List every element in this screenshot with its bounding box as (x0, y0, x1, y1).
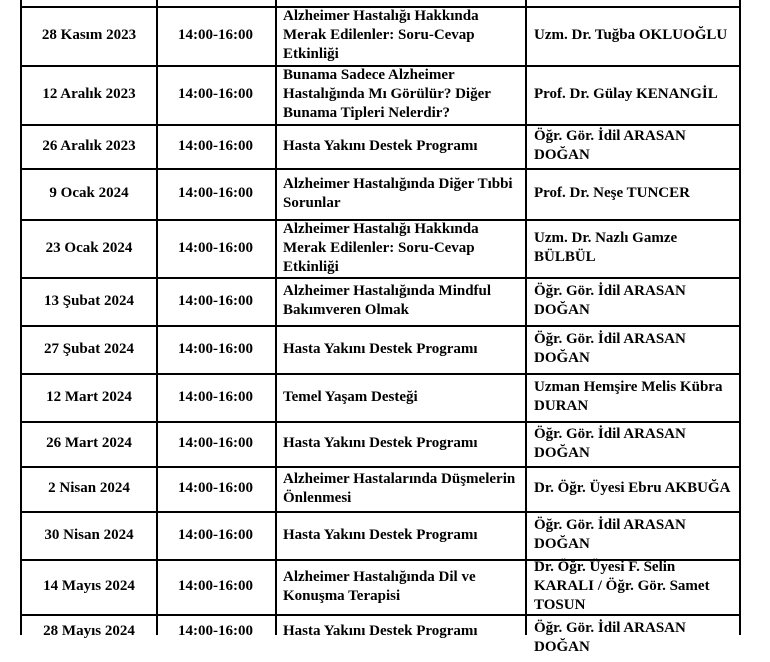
date-cell: 23 Ocak 2024 (45, 239, 133, 256)
date-cell: 13 Şubat 2024 (43, 292, 135, 309)
topic-cell: Hasta Yakını Destek Programı (283, 137, 478, 154)
time-cell: 14:00-16:00 (178, 578, 253, 594)
time-cell: 14:00-16:00 (178, 623, 253, 639)
speaker-cell: Prof. Dr. Neşe TUNCER (534, 185, 690, 201)
topic-cell: Alzheimer Hastalığında Dil ve Konuşma Terapisi (283, 568, 476, 604)
date-cell: 2 Nisan 2024 (48, 480, 130, 496)
time-cell: 14:00-16:00 (178, 27, 253, 43)
time-cell: 14:00-16:00 (178, 86, 253, 102)
date-cell: 26 Aralık 2023 (42, 137, 136, 154)
time-cell: 14:00-16:00 (178, 239, 253, 256)
date-cell: 27 Şubat 2024 (43, 340, 135, 357)
time-cell: 14:00-16:00 (178, 388, 253, 405)
date-cell: 12 Mart 2024 (46, 388, 132, 405)
speaker-cell: Öğr. Gör. İdil ARASAN DOĞAN (534, 425, 686, 461)
topic-cell: Hasta Yakını Destek Programı (283, 526, 478, 543)
speaker-cell: Prof. Dr. Gülay KENANGİL (534, 86, 718, 102)
speaker-cell: Öğr. Gör. İdil ARASAN DOĞAN (534, 331, 686, 366)
topic-cell: Alzheimer Hastalarında Düşmelerin Önlenmesi (283, 470, 516, 506)
speaker-cell: Öğr. Gör. İdil ARASAN DOĞAN (534, 620, 686, 655)
date-cell: 14 Mayıs 2024 (43, 578, 135, 594)
time-cell: 14:00-16:00 (178, 185, 253, 201)
topic-cell: Alzheimer Hastalığı Hakkında Merak Edilenler: Soru-Cevap Etkinliği (283, 220, 479, 275)
topic-cell: Alzheimer Hastalığında Diğer Tıbbi Sorunlar (283, 175, 513, 211)
column-divider (275, 0, 277, 635)
speaker-cell: Öğr. Gör. İdil ARASAN DOĞAN (534, 128, 686, 163)
speaker-cell: Uzm. Dr. Nazlı Gamze BÜLBÜL (534, 230, 678, 265)
date-cell: 9 Ocak 2024 (49, 185, 129, 201)
topic-cell: Bunama Sadece Alzheimer Hastalığında Mı Görülür? Diğer Bunama Tipleri Nelerdir? (283, 67, 491, 121)
speaker-cell: Dr. Öğr. Üyesi F. Selin KARALI / Öğr. Gör. Samet TOSUN (534, 559, 710, 613)
speaker-cell: Öğr. Gör. İdil ARASAN DOĞAN (534, 283, 686, 318)
speaker-cell: Öğr. Gör. İdil ARASAN DOĞAN (534, 517, 686, 552)
date-cell: 26 Mart 2024 (46, 435, 132, 451)
topic-cell: Temel Yaşam Desteği (283, 388, 418, 405)
date-cell: 28 Kasım 2023 (41, 27, 137, 43)
topic-cell: Hasta Yakını Destek Programı (283, 435, 478, 451)
speaker-cell: Dr. Öğr. Üyesi Ebru AKBUĞA (534, 480, 731, 496)
time-cell: 14:00-16:00 (178, 340, 253, 357)
date-cell: 12 Aralık 2023 (42, 86, 136, 102)
topic-cell: Alzheimer Hastalığı Hakkında Merak Edilenler: Soru-Cevap Etkinliği (283, 8, 479, 62)
column-divider (525, 0, 527, 635)
speaker-cell: Uzm. Dr. Tuğba OKLUOĞLU (534, 27, 728, 43)
time-cell: 14:00-16:00 (178, 526, 253, 543)
time-cell: 14:00-16:00 (178, 480, 253, 496)
speaker-cell: Uzman Hemşire Melis Kübra DURAN (534, 379, 723, 414)
date-cell: 30 Nisan 2024 (44, 526, 134, 543)
topic-cell: Hasta Yakını Destek Programı (283, 340, 478, 357)
date-cell: 28 Mayıs 2024 (43, 623, 135, 639)
time-cell: 14:00-16:00 (178, 292, 253, 309)
time-cell: 14:00-16:00 (178, 137, 253, 154)
topic-cell: Alzheimer Hastalığında Mindful Bakımveren Olmak (283, 283, 492, 318)
time-cell: 14:00-16:00 (178, 435, 253, 451)
column-divider (739, 0, 741, 635)
topic-cell: Hasta Yakını Destek Programı (283, 623, 478, 639)
